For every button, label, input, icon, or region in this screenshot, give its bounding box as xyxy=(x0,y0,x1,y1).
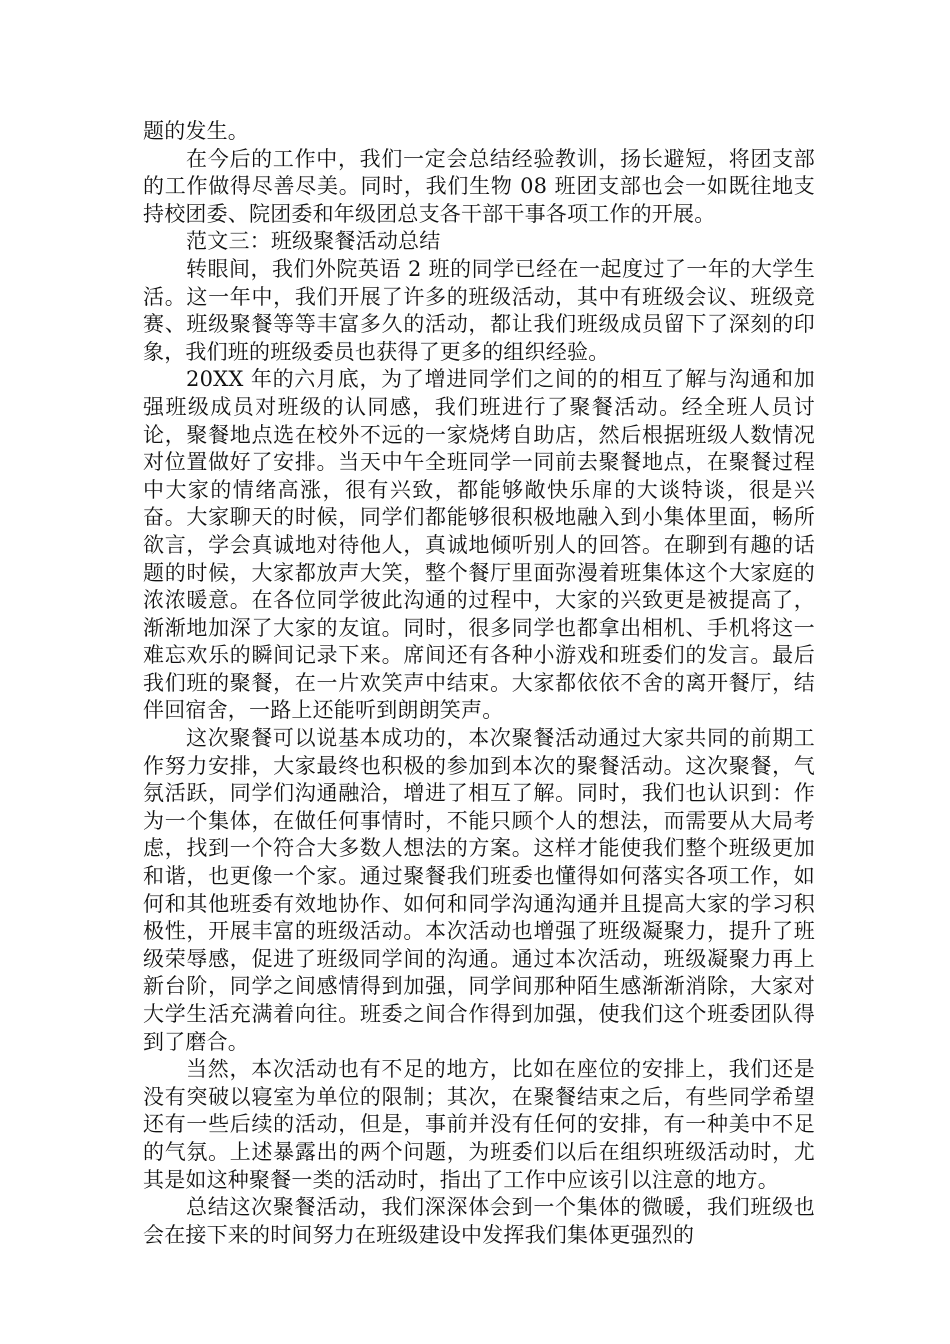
document-body xyxy=(143,118,815,1249)
paragraph-evaluation: 这次聚餐可以说基本成功的，本次聚餐活动通过大家共同的前期工作努力安排，大家最终也积极的参加到本次的聚餐活动。这次聚餐，气氛活跃，同学们沟通融洽，增进了相互了解。同时，我们也认识到：作为一个集体，在做任何事情时，不能只顾个人的想法，而需要从大局考虑，找到一个符合大多数人想法的方案。这样才能使我们整个班级更加和谐，也更像一个家。通过聚餐我们班委也懂得如何落实各项工作，如何和其他班委有效地协作、如何和同学沟通沟通并且提高大家的学习积极性，开展丰富的班级活动。本次活动也增强了班级凝聚力，提升了班级荣辱感，促进了班级同学间的沟通。通过本次活动，班级凝聚力再上新台阶，同学之间感情得到加强，同学间那种陌生感渐渐消除，大家对大学生活充满着向往。班委之间合作得到加强，使我们这个班委团队得到了磨合。 xyxy=(143,726,815,1054)
paragraph-future-work: 在今后的工作中，我们一定会总结经验教训，扬长避短，将团支部的工作做得尽善尽美。同时，我们生物 08 班团支部也会一如既往地支持校团委、院团委和年级团总支各干部干事各项工作的开展。 xyxy=(143,146,815,226)
paragraph-summary: 总结这次聚餐活动，我们深深体会到一个集体的微暖，我们班级也会在接下来的时间努力在班级建设中发挥我们集体更强烈的 xyxy=(143,1195,815,1247)
paragraph-shortcomings: 当然，本次活动也有不足的地方，比如在座位的安排上，我们还是没有突破以寝室为单位的限制；其次，在聚餐结束之后，有些同学希望还有一些后续的活动，但是，事前并没有任何的安排，有一种美中不足的气氛。上述暴露出的两个问题，为班委们以后在组织班级活动时，尤其是如这种聚餐一类的活动时，指出了工作中应该引以注意的地方。 xyxy=(143,1057,815,1192)
paragraph-continuation: 题的发生。 xyxy=(143,119,249,143)
paragraph-dinner-event: 20XX 年的六月底，为了增进同学们之间的的相互了解与沟通和加强班级成员对班级的认同感，我们班进行了聚餐活动。经全班人员讨论，聚餐地点选在校外不远的一家烧烤自助店，然后根据班级人数情况对位置做好了安排。当天中午全班同学一同前去聚餐地点，在聚餐过程中大家的情绪高涨，很有兴致，都能够敞快乐扉的大谈特谈，很是兴奋。大家聊天的时候，同学们都能够很积极地融入到小集体里面，畅所欲言，学会真诚地对待他人，真诚地倾听别人的回答。在聊到有趣的话题的时候，大家都放声大笑，整个餐厅里面弥漫着班集体这个大家庭的浓浓暖意。在各位同学彼此沟通的过程中，大家的兴致更是被提高了，渐渐地加深了大家的友谊。同时，很多同学也都拿出相机、手机将这一难忘欢乐的瞬间记录下来。席间还有各种小游戏和班委们的发言。最后我们班的聚餐，在一片欢笑声中结束。大家都依依不舍的离开餐厅，结伴回宿舍，一路上还能听到朗朗笑声。 xyxy=(143,367,815,723)
paragraph-intro: 转眼间，我们外院英语 2 班的同学已经在一起度过了一年的大学生活。这一年中，我们开展了许多的班级活动，其中有班级会议、班级竞赛、班级聚餐等等丰富多久的活动，都让我们班级成员留下了深刻的印象，我们班的班级委员也获得了更多的组织经验。 xyxy=(143,256,815,364)
section-heading-sample-three: 范文三：班级聚餐活动总结 xyxy=(186,229,441,254)
